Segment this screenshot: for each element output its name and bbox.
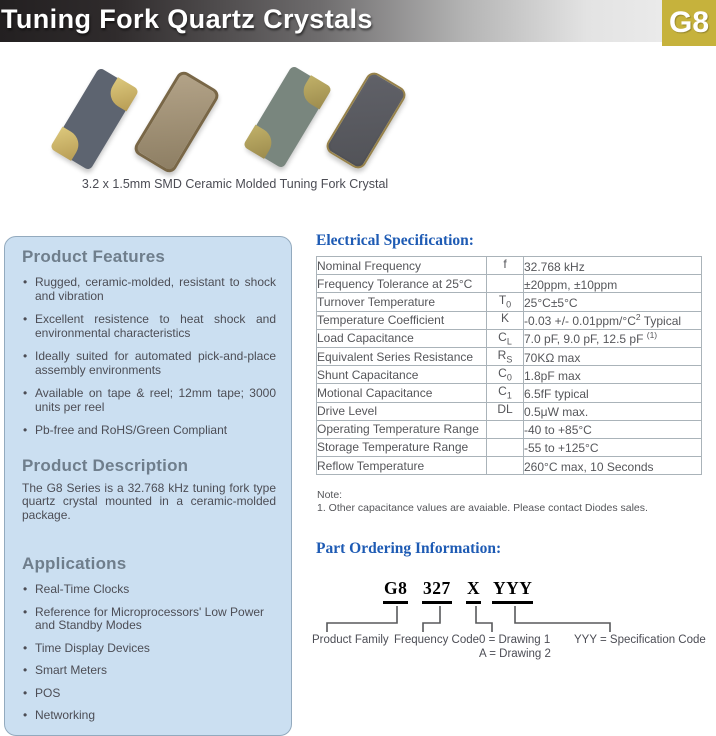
feature-item: • Available on tape & reel; 12mm tape; 3000 units per reel (22, 387, 276, 414)
description-heading: Product Description (22, 455, 189, 475)
features-heading: Product Features (22, 247, 166, 266)
spec-row (317, 402, 702, 420)
symbol-cell: $R_S$ (487, 347, 524, 365)
param-cell: Reflow Temperature (317, 457, 487, 475)
spec-row (317, 457, 702, 475)
label-product-family: Product Family (312, 634, 389, 646)
application-item: • Reference for Microprocessors' Low Power and Standby Modes (22, 606, 276, 633)
label-drawing-1: 0 = Drawing 1 (479, 634, 551, 646)
spec-row (317, 311, 702, 329)
value-cell: 7.0 pF, 9.0 pF, 12.5 pF $^{(1)}$ (524, 329, 702, 347)
value-cell: 25°C±5°C (524, 293, 702, 311)
spec-row (317, 329, 702, 347)
param-cell: Temperature Coefficient (317, 311, 487, 329)
param-cell: Drive Level (317, 402, 487, 420)
value-cell: 0.5μW max. (524, 402, 702, 420)
product-photos (0, 58, 430, 176)
param-cell: Storage Temperature Range (317, 438, 487, 456)
note-heading: Note: (317, 489, 343, 501)
spec-row (317, 366, 702, 384)
photo-caption: 3.2 x 1.5mm SMD Ceramic Molded Tuning Fork Crystal (81, 177, 389, 191)
label-drawing-2: A = Drawing 2 (479, 648, 551, 660)
symbol-cell: $C_1$ (487, 384, 524, 402)
part-segment-drawing: X (466, 577, 481, 604)
param-cell: Motional Capacitance (317, 384, 487, 402)
electrical-spec-table (316, 256, 702, 475)
crystal-photo-lid-dark (323, 69, 409, 171)
features-list (22, 276, 276, 438)
feature-item: • Excellent resistence to heat shock and environmental characteristics (22, 313, 276, 340)
value-cell: -40 to +85°C (524, 420, 702, 438)
applications-list (22, 583, 276, 723)
symbol-cell: $T_0$ (487, 293, 524, 311)
param-cell: Equivalent Series Resistance (317, 347, 487, 365)
value-cell: 260°C max, 10 Seconds (524, 457, 702, 475)
param-cell: Turnover Temperature (317, 293, 487, 311)
spec-row (317, 438, 702, 456)
application-item: • Real-Time Clocks (22, 583, 276, 597)
symbol-cell: $C_L$ (487, 329, 524, 347)
value-cell: 6.5fF typical (524, 384, 702, 402)
part-segment-spec: YYY (492, 577, 533, 604)
value-cell: 70KΩ max (524, 347, 702, 365)
symbol-cell (487, 275, 524, 293)
description-text: The G8 Series is a 32.768 kHz tuning fork type quartz crystal mounted in a ceramic-molded package. (22, 480, 276, 522)
electrical-spec-title: Electrical Specification: (316, 232, 474, 249)
symbol-cell: f (487, 257, 524, 275)
symbol-cell (487, 438, 524, 456)
crystal-photo-lid-bronze (132, 69, 222, 175)
note-line: 1. Other capacitance values are avaiable. Please contact Diodes sales. (317, 501, 648, 514)
series-badge: G8 (662, 0, 716, 46)
symbol-cell: $C_0$ (487, 366, 524, 384)
spec-note (317, 489, 648, 514)
spec-row (317, 347, 702, 365)
spec-row (317, 293, 702, 311)
part-ordering-diagram (310, 577, 716, 707)
solder-pad (105, 77, 139, 111)
spec-row (317, 257, 702, 275)
info-panel (4, 236, 292, 736)
label-frequency-code: Frequency Code (394, 634, 480, 646)
symbol-cell (487, 457, 524, 475)
page-header (0, 0, 716, 42)
label-specification-code: YYY = Specification Code (574, 634, 706, 646)
symbol-cell: K (487, 311, 524, 329)
value-cell: -55 to +125°C (524, 438, 702, 456)
feature-item: • Pb-free and RoHS/Green Compliant (22, 424, 276, 438)
part-ordering-title: Part Ordering Information: (316, 540, 502, 557)
value-cell: ±20ppm, ±10ppm (524, 275, 702, 293)
crystal-photo-ceramic-dark (51, 67, 138, 171)
symbol-cell: DL (487, 402, 524, 420)
spec-row (317, 384, 702, 402)
symbol-cell (487, 420, 524, 438)
feature-item: • Rugged, ceramic-molded, resistant to shock and vibration (22, 276, 276, 303)
spec-row (317, 275, 702, 293)
spec-row (317, 420, 702, 438)
value-cell: 32.768 kHz (524, 257, 702, 275)
application-item: • Networking (22, 709, 276, 723)
part-segment-family: G8 (383, 577, 408, 604)
value-cell: -0.03 +/- $0.01ppm/^\circ C^2$ Typical (524, 311, 702, 329)
solder-pad (50, 127, 84, 161)
page-title: Tuning Fork Quartz Crystals (1, 4, 373, 34)
application-item: • POS (22, 687, 276, 701)
crystal-photo-ceramic-green (244, 65, 331, 169)
application-item: • Time Display Devices (22, 642, 276, 656)
param-cell: Load Capacitance (317, 329, 487, 347)
param-cell: Nominal Frequency (317, 257, 487, 275)
feature-item: • Ideally suited for automated pick-and-place assembly environments (22, 350, 276, 377)
part-segment-frequency: 327 (422, 577, 452, 604)
param-cell: Operating Temperature Range (317, 420, 487, 438)
value-cell: 1.8pF max (524, 366, 702, 384)
application-item: • Smart Meters (22, 664, 276, 678)
param-cell: Frequency Tolerance at 25°C (317, 275, 487, 293)
param-cell: Shunt Capacitance (317, 366, 487, 384)
solder-pad (243, 125, 277, 159)
applications-heading: Applications (22, 554, 127, 573)
solder-pad (298, 75, 332, 109)
